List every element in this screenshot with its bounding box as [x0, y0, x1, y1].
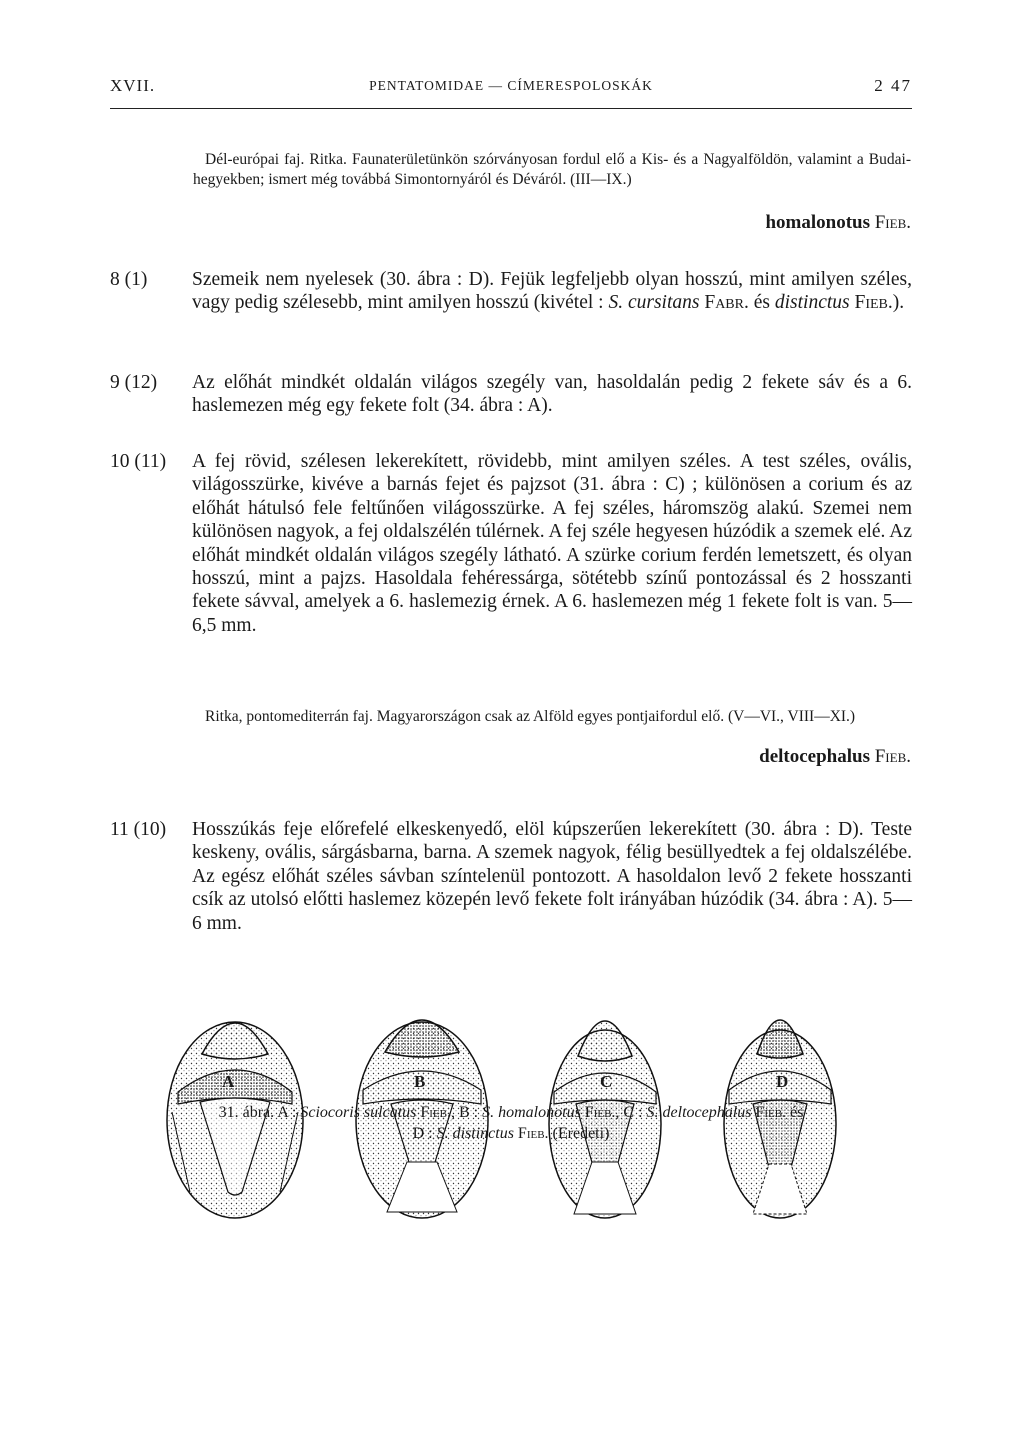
chapter-number: XVII. [110, 76, 156, 95]
figure-label-b: B [414, 1072, 426, 1091]
figure-label-a: A [222, 1072, 235, 1091]
distribution-note-1: Dél-európai faj. Ritka. Faunaterületünkön szórványosan fordul elő a Kis- és a Nagyalföldön, valamint a Budai-hegyekben; ismert még továbbá Simontornyáról és Déváról. (III—IX.) [193, 151, 911, 188]
key-entry-11 [110, 818, 912, 935]
page-number: 2 47 [874, 76, 912, 95]
species-name-deltocephalus: deltocephalus Fieb. [759, 746, 911, 767]
key-entry-10 [110, 450, 912, 637]
figure-caption: 31. ábra. A : Sciocoris sulcatus Fieb., B : S. homalonotus Fieb., C : S. deltocephalus Fieb. és D : S. distinctus Fieb. (Eredeti) [218, 1104, 804, 1142]
running-title: PENTATOMIDAE — CÍMERESPOLOSKÁK [369, 78, 653, 93]
running-header [110, 76, 912, 100]
header-rule [110, 108, 912, 109]
species-name-homalonotus: homalonotus Fieb. [765, 212, 911, 233]
entry-number: 8 (1) [110, 269, 148, 290]
entry-number: 9 (12) [110, 372, 158, 393]
key-entry-8 [110, 268, 912, 315]
entry-text: A fej rövid, szélesen lekerekített, rövidebb, mint amilyen széles. A test széles, ovális, világosszürke, kivéve a barnás fejet és pajzsot (31. ábra : C) ; különösen a corium és az előhát hátulsó fele feltűnően világosszürke. A fej széles, háromszög alakú. Szemei nem különösen nagyok, a fej oldalszélén túlérnek. A fej széle hegyesen húzódik a szemek elé. Az előhát mindkét oldalán világos szegély látható. A szürke corium ferdén lemetszett, és olyan hosszú, mint a pajzs. Hasoldala fehéressárga, sötétebb színű pontozással és 2 hosszanti fekete sávval, amelyek a 6. haslemezig érnek. A 6. haslemezen még 1 fekete folt is van. 5—6,5 mm. [192, 451, 912, 636]
entry-number: 10 (11) [110, 451, 167, 472]
entry-text: Hosszúkás feje előrefelé elkeskenyedő, elöl kúpszerűen lekerekített (30. ábra : D). Teste keskeny, ovális, sárgásbarna, barna. A szemek nagyok, félig besüllyedtek a fej oldalszélébe. Az egész előhát széles sávban színtelenül pontozott. A hasoldalon levő 2 fekete hosszanti csík az utolsó előtti haslemez közepén levő fekete folt irányában húzódik (34. ábra : A). 5—6 mm. [192, 819, 912, 934]
key-entry-9 [110, 371, 912, 418]
entry-text: Az előhát mindkét oldalán világos szegély van, hasoldalán pedig 2 fekete sáv és a 6. haslemezen még egy fekete folt (34. ábra : A). [192, 372, 912, 417]
distribution-note-2: Ritka, pontomediterrán faj. Magyarországon csak az Alföld egyes pontjaifordul elő. (V—VI., VIII—XI.) [205, 708, 856, 725]
entry-number: 11 (10) [110, 819, 167, 840]
figure-label-d: D [776, 1072, 789, 1091]
figure-label-c: C [600, 1072, 613, 1091]
entry-text: Szemeik nem nyelesek (30. ábra : D). Fejük legfeljebb olyan hosszú, mint amilyen széles, vagy pedig szélesebb, mint amilyen hosszú (kivétel : S. cursitans Fabr. és distinctus Fieb.). [192, 269, 912, 314]
